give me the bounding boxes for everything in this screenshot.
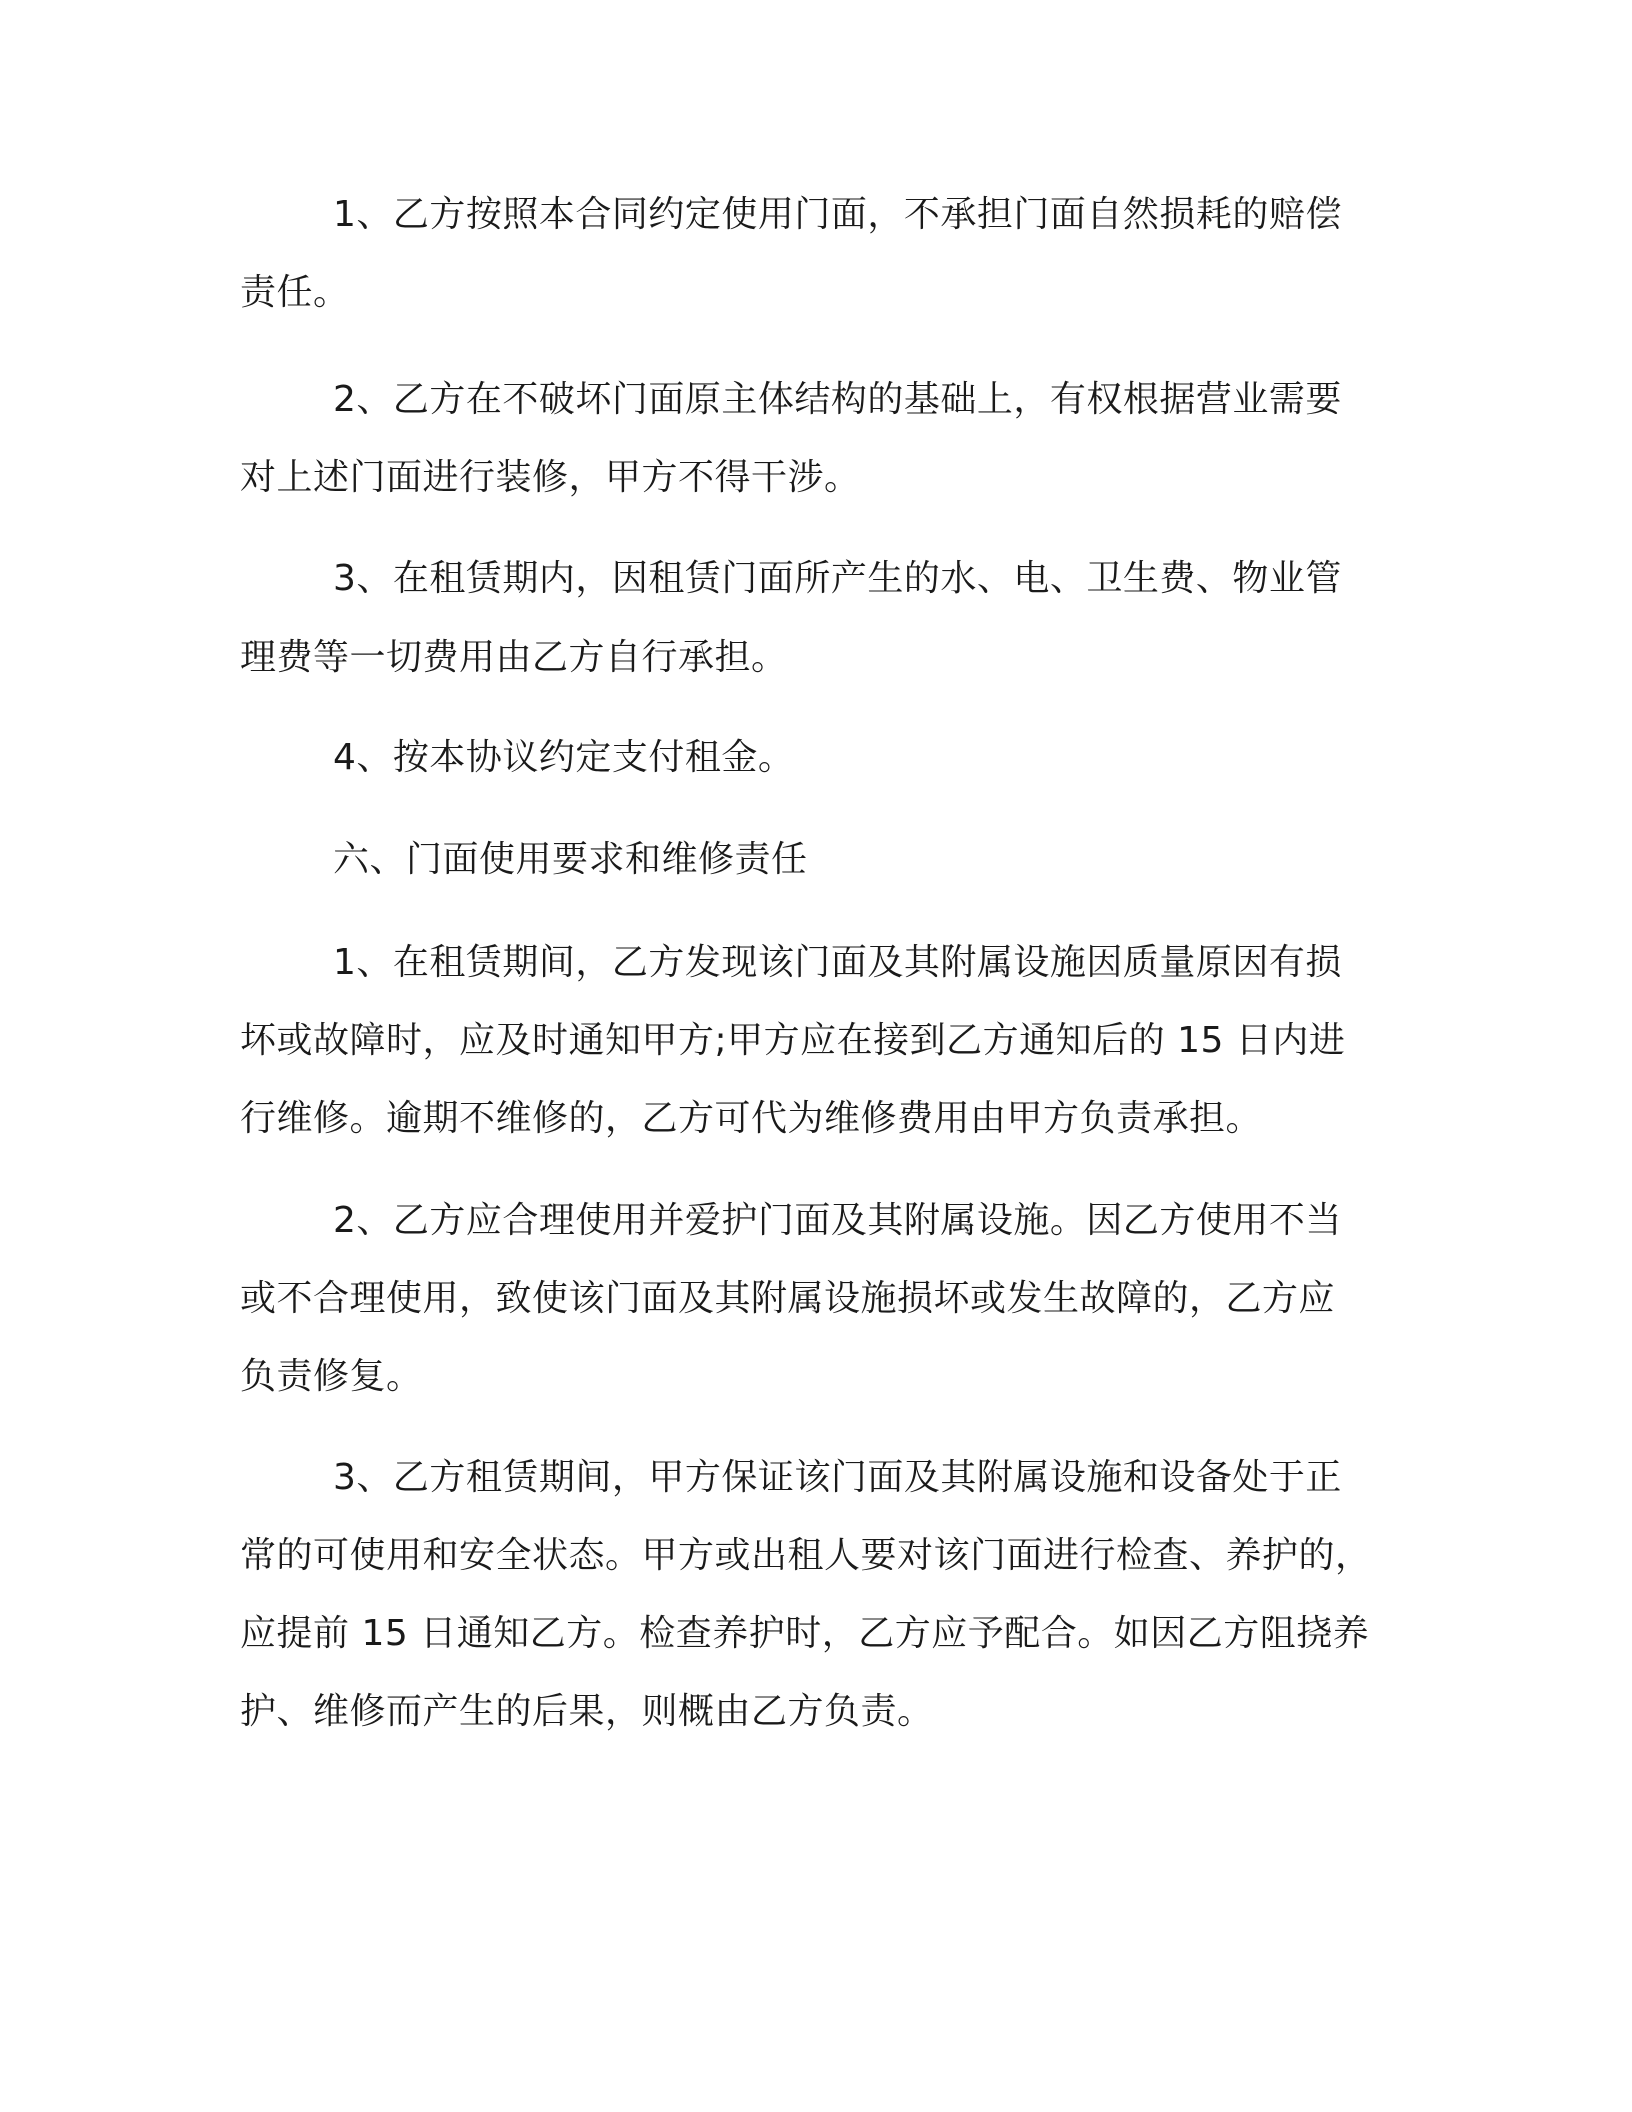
clause-6-1-line-1: 1、在租赁期间，乙方发现该门面及其附属设施因质量原因有损 <box>333 942 1342 983</box>
clause-5-2-line-2: 对上述门面进行装修，甲方不得干涉。 <box>240 457 861 498</box>
clause-5-3-line-2: 理费等一切费用由乙方自行承担。 <box>240 637 788 678</box>
section-6-heading: 六、门面使用要求和维修责任 <box>333 839 808 880</box>
clause-6-3-line-1: 3、乙方租赁期间，甲方保证该门面及其附属设施和设备处于正 <box>333 1457 1342 1498</box>
clause-6-3-line-2: 常的可使用和安全状态。甲方或出租人要对该门面进行检查、养护的， <box>240 1535 1372 1576</box>
clause-6-1-line-3: 行维修。逾期不维修的，乙方可代为维修费用由甲方负责承担。 <box>240 1098 1263 1139</box>
clause-6-3-line-4: 护、维修而产生的后果，则概由乙方负责。 <box>240 1691 934 1732</box>
clause-5-4-line-1: 4、按本协议约定支付租金。 <box>333 737 795 778</box>
clause-6-1-line-2: 坏或故障时，应及时通知甲方;甲方应在接到乙方通知后的 15 日内进 <box>240 1020 1346 1061</box>
clause-6-2-line-1: 2、乙方应合理使用并爱护门面及其附属设施。因乙方使用不当 <box>333 1200 1342 1241</box>
clause-5-1-line-2: 责任。 <box>240 272 350 313</box>
clause-5-2-line-1: 2、乙方在不破坏门面原主体结构的基础上，有权根据营业需要 <box>333 379 1342 420</box>
clause-5-3-line-1: 3、在租赁期内，因租赁门面所产生的水、电、卫生费、物业管 <box>333 558 1342 599</box>
clause-6-2-line-2: 或不合理使用，致使该门面及其附属设施损坏或发生故障的，乙方应 <box>240 1278 1336 1319</box>
clause-6-3-line-3: 应提前 15 日通知乙方。检查养护时，乙方应予配合。如因乙方阻挠养 <box>240 1613 1370 1654</box>
clause-5-1-line-1: 1、乙方按照本合同约定使用门面，不承担门面自然损耗的赔偿 <box>333 194 1342 235</box>
clause-6-2-line-3: 负责修复。 <box>240 1356 423 1397</box>
